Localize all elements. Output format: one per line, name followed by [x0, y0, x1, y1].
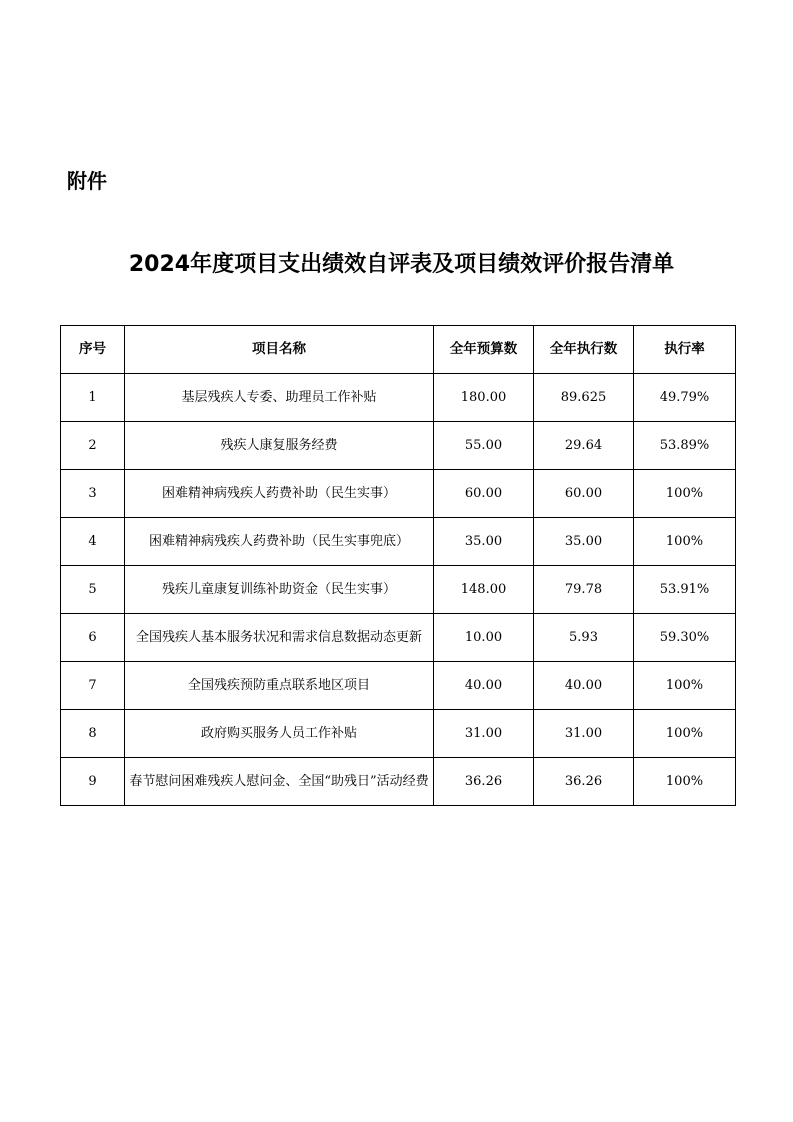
table-row [61, 758, 736, 806]
table-header-row [61, 326, 736, 374]
document-title: 2024年度项目支出绩效自评表及项目绩效评价报告清单 [128, 252, 675, 277]
cell-executed: 36.26 [534, 758, 634, 806]
cell-executed: 60.00 [534, 470, 634, 518]
header-annual-budget: 全年预算数 [434, 326, 534, 374]
cell-rate: 53.89% [634, 422, 736, 470]
project-list-table [60, 325, 736, 806]
cell-project-name: 全国残疾预防重点联系地区项目 [125, 662, 434, 710]
cell-seq: 4 [61, 518, 125, 566]
cell-project-name: 基层残疾人专委、助理员工作补贴 [125, 374, 434, 422]
table-row [61, 374, 736, 422]
cell-project-name: 残疾儿童康复训练补助资金（民生实事） [125, 566, 434, 614]
cell-seq: 3 [61, 470, 125, 518]
cell-rate: 100% [634, 518, 736, 566]
cell-executed: 29.64 [534, 422, 634, 470]
cell-executed: 79.78 [534, 566, 634, 614]
cell-budget: 40.00 [434, 662, 534, 710]
cell-budget: 35.00 [434, 518, 534, 566]
cell-seq: 7 [61, 662, 125, 710]
header-execution-rate: 执行率 [634, 326, 736, 374]
header-project-name: 项目名称 [125, 326, 434, 374]
cell-rate: 49.79% [634, 374, 736, 422]
cell-executed: 40.00 [534, 662, 634, 710]
cell-project-name: 残疾人康复服务经费 [125, 422, 434, 470]
cell-seq: 6 [61, 614, 125, 662]
cell-project-name: 困难精神病残疾人药费补助（民生实事兜底） [125, 518, 434, 566]
table-row [61, 614, 736, 662]
cell-budget: 180.00 [434, 374, 534, 422]
cell-project-name: 全国残疾人基本服务状况和需求信息数据动态更新 [125, 614, 434, 662]
cell-seq: 2 [61, 422, 125, 470]
table-row [61, 518, 736, 566]
cell-rate: 100% [634, 662, 736, 710]
cell-seq: 1 [61, 374, 125, 422]
cell-executed: 35.00 [534, 518, 634, 566]
cell-rate: 100% [634, 710, 736, 758]
cell-seq: 5 [61, 566, 125, 614]
table-row [61, 566, 736, 614]
header-annual-executed: 全年执行数 [534, 326, 634, 374]
header-seq: 序号 [61, 326, 125, 374]
cell-seq: 8 [61, 710, 125, 758]
attachment-label: 附件 [67, 169, 107, 193]
table-row [61, 662, 736, 710]
cell-budget: 148.00 [434, 566, 534, 614]
cell-executed: 31.00 [534, 710, 634, 758]
cell-project-name: 春节慰问困难残疾人慰问金、全国“助残日”活动经费 [125, 758, 434, 806]
cell-budget: 55.00 [434, 422, 534, 470]
cell-rate: 59.30% [634, 614, 736, 662]
table-row [61, 422, 736, 470]
table-row [61, 470, 736, 518]
cell-budget: 10.00 [434, 614, 534, 662]
cell-rate: 100% [634, 758, 736, 806]
cell-executed: 89.625 [534, 374, 634, 422]
table-row [61, 710, 736, 758]
cell-budget: 31.00 [434, 710, 534, 758]
cell-project-name: 困难精神病残疾人药费补助（民生实事） [125, 470, 434, 518]
cell-executed: 5.93 [534, 614, 634, 662]
cell-rate: 100% [634, 470, 736, 518]
cell-budget: 36.26 [434, 758, 534, 806]
cell-project-name: 政府购买服务人员工作补贴 [125, 710, 434, 758]
cell-budget: 60.00 [434, 470, 534, 518]
cell-rate: 53.91% [634, 566, 736, 614]
cell-seq: 9 [61, 758, 125, 806]
